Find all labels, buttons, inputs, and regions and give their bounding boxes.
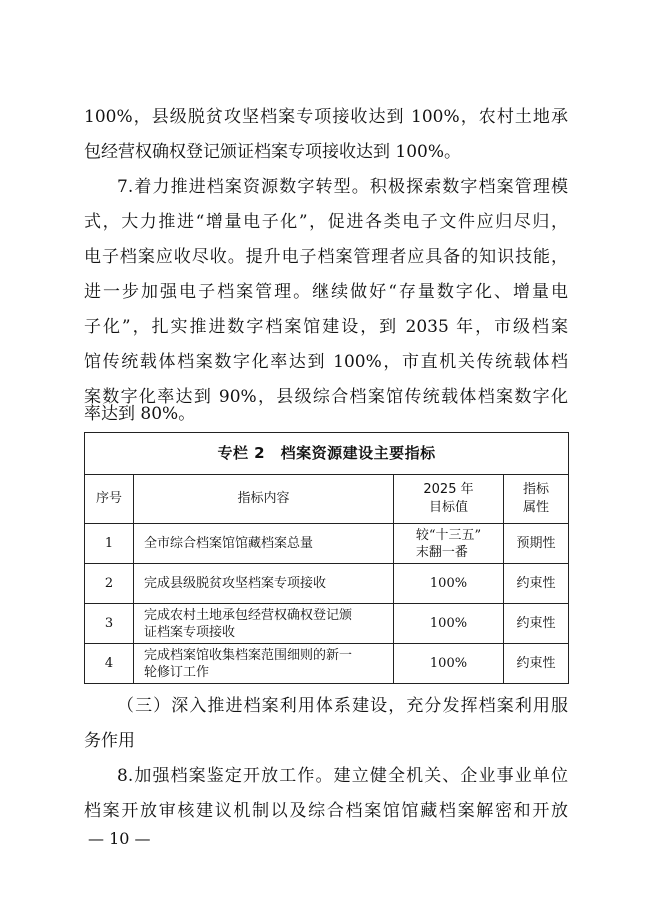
row-content-line-2: 证档案专项接收 xyxy=(144,624,236,640)
row-content-line-2: 轮修订工作 xyxy=(144,664,210,680)
row-content-line-1: 完成农村土地承包经营权确权登记颁 xyxy=(144,607,353,623)
row-target: 100% xyxy=(394,564,504,604)
header-attr-line-2: 属性 xyxy=(523,500,550,515)
row-content-line-1: 完成档案馆收集档案范围细则的新一 xyxy=(144,647,353,663)
table-row xyxy=(85,604,569,644)
table-row xyxy=(85,644,569,684)
body-line-10: 率达到 80%。 xyxy=(84,404,196,424)
header-target-line-2: 目标值 xyxy=(428,500,468,515)
row-attr: 预期性 xyxy=(504,524,569,564)
page-number: — 10 — xyxy=(88,829,151,848)
header-attr-line-1: 指标 xyxy=(523,482,550,497)
row-content xyxy=(134,644,394,684)
section-heading-line-2: 务作用 xyxy=(84,731,135,751)
row-target-line-2: 末翻一番 xyxy=(415,544,468,560)
header-target xyxy=(394,475,504,524)
header-target-line-1: 2025 年 xyxy=(423,482,474,497)
row-attr: 约束性 xyxy=(504,644,569,684)
body-line-8: 馆传统载体档案数字化率达到 100%，市直机关传统载体档 xyxy=(84,352,568,372)
table-row xyxy=(85,524,569,564)
row-target-line-1: 较“十三五” xyxy=(415,527,482,543)
table-header-row xyxy=(85,475,569,524)
body-line-3: 7.着力推进档案资源数字转型。积极探索数字档案管理模 xyxy=(117,177,568,197)
body-line-11: 8.加强档案鉴定开放工作。建立健全机关、企业事业单位 xyxy=(117,766,568,786)
row-target: 100% xyxy=(394,604,504,644)
row-attr: 约束性 xyxy=(504,604,569,644)
row-no: 2 xyxy=(85,564,134,604)
row-content xyxy=(134,564,394,604)
row-content xyxy=(134,604,394,644)
row-no: 3 xyxy=(85,604,134,644)
indicator-table xyxy=(84,432,569,684)
body-line-9: 案数字化率达到 90%，县级综合档案馆传统载体档案数字化 xyxy=(84,387,568,407)
body-line-12: 档案开放审核建议机制以及综合档案馆馆藏档案解密和开放 xyxy=(84,801,568,821)
table-title: 专栏 2 档案资源建设主要指标 xyxy=(85,433,569,475)
row-content xyxy=(134,524,394,564)
body-line-7: 子化”，扎实推进数字档案馆建设，到 2035 年，市级档案 xyxy=(84,317,568,337)
section-heading-line-1: （三）深入推进档案利用体系建设，充分发挥档案利用服 xyxy=(117,696,568,716)
body-line-6: 进一步加强电子档案管理。继续做好“存量数字化、增量电 xyxy=(84,282,568,302)
row-target xyxy=(394,524,504,564)
row-no: 1 xyxy=(85,524,134,564)
body-line-5: 电子档案应收尽收。提升电子档案管理者应具备的知识技能， xyxy=(84,247,568,267)
row-content-line-1: 完成县级脱贫攻坚档案专项接收 xyxy=(144,576,327,591)
body-line-2: 包经营权确权登记颁证档案专项接收达到 100%。 xyxy=(84,142,462,162)
header-no: 序号 xyxy=(85,475,134,524)
header-content: 指标内容 xyxy=(134,475,394,524)
body-line-4: 式，大力推进“增量电子化”，促进各类电子文件应归尽归， xyxy=(84,212,568,232)
header-attr xyxy=(504,475,569,524)
row-target: 100% xyxy=(394,644,504,684)
body-line-1: 100%，县级脱贫攻坚档案专项接收达到 100%，农村土地承 xyxy=(84,107,568,127)
row-content-line-1: 全市综合档案馆馆藏档案总量 xyxy=(144,536,314,551)
row-no: 4 xyxy=(85,644,134,684)
table-row xyxy=(85,564,569,604)
row-attr: 约束性 xyxy=(504,564,569,604)
